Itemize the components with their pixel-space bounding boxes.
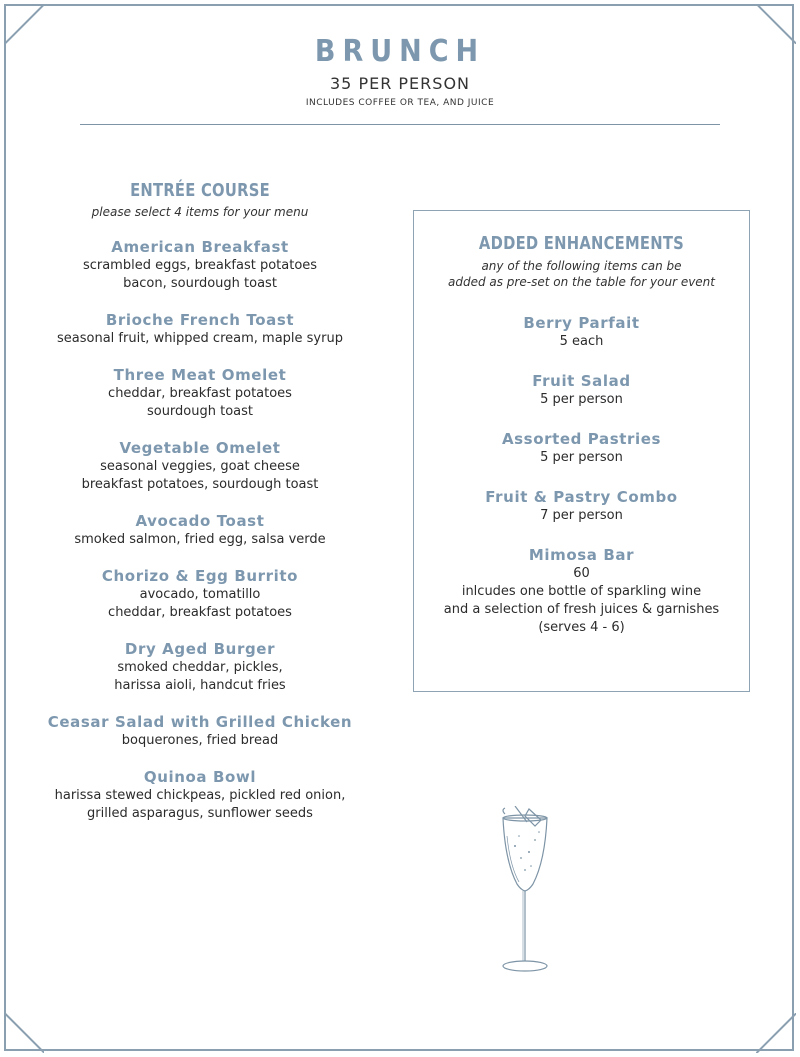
menu-includes: INCLUDES COFFEE OR TEA, AND JUICE xyxy=(305,98,495,108)
enhancements-subtitle-line: added as pre-set on the table for your event xyxy=(447,275,715,289)
menu-item-description: smoked cheddar, pickles, xyxy=(117,660,283,675)
menu-item xyxy=(20,640,380,694)
menu-price: 35 PER PERSON xyxy=(330,74,470,93)
menu-item xyxy=(20,567,380,621)
menu-item xyxy=(414,430,749,466)
menu-item-description: avocado, tomatillo xyxy=(139,587,261,602)
menu-item xyxy=(20,768,380,822)
enhancements-subtitle xyxy=(414,258,749,290)
enhancements-title: ADDED ENHANCEMENTS xyxy=(478,233,685,254)
enhancements-list xyxy=(414,314,749,636)
menu-item-description: 5 per person xyxy=(540,450,623,465)
menu-item-name: Fruit Salad xyxy=(532,372,631,390)
menu-item-description: boquerones, fried bread xyxy=(121,733,279,748)
menu-item-description: harissa stewed chickpeas, pickled red onion, xyxy=(54,788,346,803)
menu-item xyxy=(414,488,749,524)
header-divider xyxy=(80,124,720,125)
enhancements-subtitle-line: any of the following items can be xyxy=(481,259,682,273)
menu-item-description: inlcudes one bottle of sparkling wine xyxy=(461,584,702,599)
menu-item xyxy=(414,546,749,636)
menu-item-name: Brioche French Toast xyxy=(105,311,295,329)
menu-item-name: Assorted Pastries xyxy=(501,430,662,448)
menu-item-description: cheddar, breakfast potatoes xyxy=(108,386,292,401)
menu-item xyxy=(20,311,380,347)
entree-subtitle: please select 4 items for your menu xyxy=(91,205,309,219)
menu-item-description: breakfast potatoes, sourdough toast xyxy=(81,477,319,492)
menu-item-name: Berry Parfait xyxy=(523,314,640,332)
menu-item-name: Fruit & Pastry Combo xyxy=(485,488,678,506)
menu-item-description: sourdough toast xyxy=(146,404,254,419)
menu-item xyxy=(414,372,749,408)
menu-item-name: Vegetable Omelet xyxy=(119,439,281,457)
corner-ornament xyxy=(756,1013,796,1053)
menu-item xyxy=(20,439,380,493)
menu-item-description: grilled asparagus, sunflower seeds xyxy=(87,806,313,821)
menu-item-description: smoked salmon, fried egg, salsa verde xyxy=(74,532,326,547)
entree-section xyxy=(20,180,380,822)
menu-item-description: seasonal veggies, goat cheese xyxy=(100,459,300,474)
menu-item xyxy=(20,512,380,548)
menu-item xyxy=(414,314,749,350)
menu-item-name: American Breakfast xyxy=(111,238,289,256)
menu-item-name: Chorizo & Egg Burrito xyxy=(101,567,299,585)
menu-item-name: Mimosa Bar xyxy=(528,546,635,564)
menu-item-name: Avocado Toast xyxy=(135,512,265,530)
menu-item-description: and a selection of fresh juices & garnishes xyxy=(443,602,720,617)
menu-item xyxy=(20,713,380,749)
menu-item-description: bacon, sourdough toast xyxy=(123,276,277,291)
menu-item-description: 7 per person xyxy=(540,508,623,523)
champagne-glass-icon xyxy=(495,806,555,976)
menu-item-name: Quinoa Bowl xyxy=(143,768,257,786)
menu-item-name: Three Meat Omelet xyxy=(113,366,287,384)
menu-item-name: Ceasar Salad with Grilled Chicken xyxy=(47,713,353,731)
menu-item xyxy=(20,366,380,420)
corner-ornament xyxy=(4,1013,44,1053)
entree-title: ENTRÉE COURSE xyxy=(130,180,270,201)
menu-title: BRUNCH xyxy=(314,34,486,69)
menu-item-description: (serves 4 - 6) xyxy=(538,620,625,635)
entree-list xyxy=(20,238,380,822)
menu-item-description: seasonal fruit, whipped cream, maple syrup xyxy=(57,331,343,346)
menu-item xyxy=(20,238,380,292)
menu-item-description: 5 per person xyxy=(540,392,623,407)
menu-item-description: scrambled eggs, breakfast potatoes xyxy=(82,258,318,273)
menu-item-description: harissa aioli, handcut fries xyxy=(114,678,286,693)
menu-item-name: Dry Aged Burger xyxy=(124,640,276,658)
menu-item-description: cheddar, breakfast potatoes xyxy=(108,605,292,620)
menu-item-description: 60 xyxy=(573,566,590,581)
enhancements-box xyxy=(413,210,750,692)
menu-item-description: 5 each xyxy=(559,334,604,349)
